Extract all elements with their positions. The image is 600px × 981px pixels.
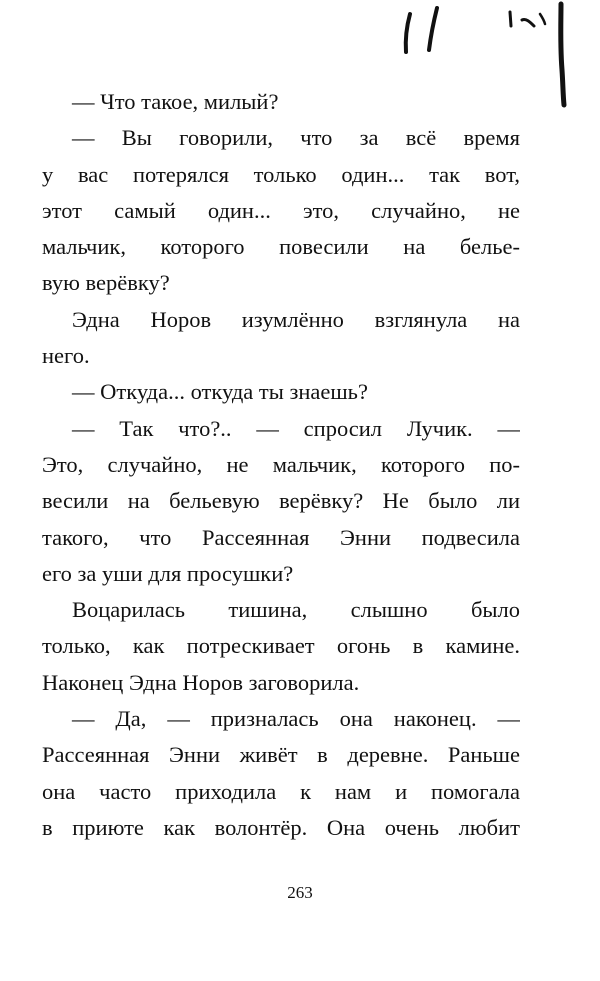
ink-stroke-1 [406,14,410,52]
text-line: Это, случайно, не мальчик, которого по- [42,451,520,477]
text-line: в приюте как волонтёр. Она очень любит [42,814,520,840]
text-line: такого, что Рассеянная Энни подвесила [42,524,520,550]
text-line: Воцарилась тишина, слышно было [72,597,520,623]
ink-stroke-6 [561,4,564,105]
ink-stroke-2 [429,8,437,50]
text-line: этот самый один... это, случайно, не [42,197,520,223]
text-line: она часто приходила к нам и помогала [42,778,520,804]
text-line: вую верёвку? [42,270,170,296]
ink-stroke-5 [540,14,545,24]
text-line: — Что такое, милый? [72,89,279,114]
text-line: него. [42,343,90,369]
text-line: Наконец Эдна Норов заговорила. [42,669,360,695]
body-text [42,84,520,846]
ink-stroke-3 [510,12,511,26]
text-line: Рассеянная Энни живёт в деревне. Раньше [42,742,520,768]
text-line: — Откуда... откуда ты знаешь? [72,379,368,405]
text-line: — Да, — призналась она наконец. — [72,706,520,732]
text-line: — Вы говорили, что за всё время [72,125,520,151]
text-line: весили на бельевую верёвку? Не было ли [42,488,520,514]
text-line: — Так что?.. — спросил Лучик. — [72,415,520,441]
text-line: Эдна Норов изумлённо взглянула на [72,306,520,332]
text-line: его за уши для просушки? [42,560,294,586]
ink-stroke-4 [522,19,534,26]
text-line: у вас потерялся только один... так вот, [42,161,520,187]
text-line: мальчик, которого повесили на белье- [42,234,520,260]
page-number: 263 [287,883,313,902]
text-line: только, как потрескивает огонь в камине. [42,633,520,659]
